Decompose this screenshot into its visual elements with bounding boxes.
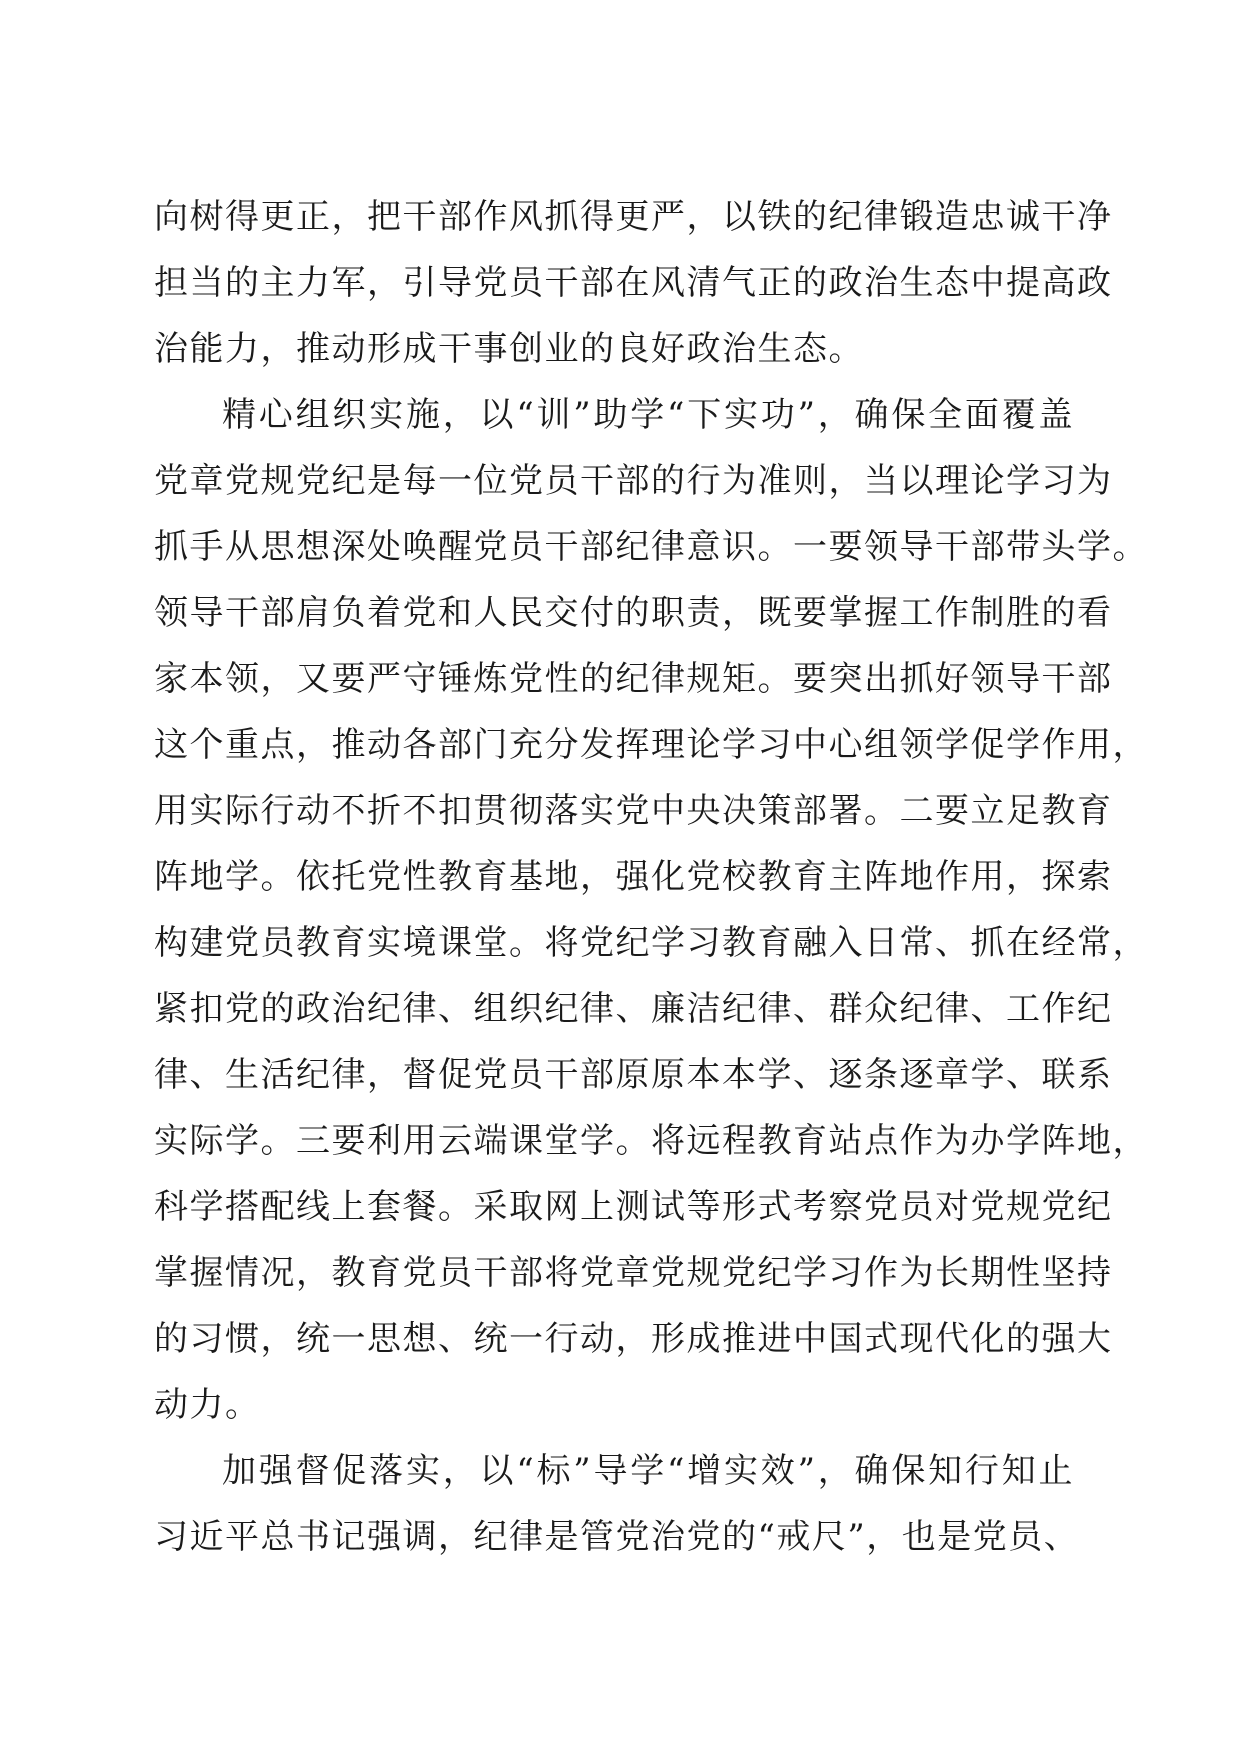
text-line: 实际学。三要利用云端课堂学。将远程教育站点作为办学阵地，: [154, 1121, 1148, 1161]
text-line: 科学搭配线上套餐。采取网上测试等形式考察党员对党规党纪: [154, 1187, 1113, 1227]
text-line: 紧扣党的政治纪律、组织纪律、廉洁纪律、群众纪律、工作纪: [154, 989, 1113, 1029]
text-line: 治能力，推动形成干事创业的良好政治生态。: [154, 329, 864, 369]
text-line: 律、生活纪律，督促党员干部原原本本学、逐条逐章学、联系: [154, 1055, 1113, 1095]
body-text: [154, 184, 1148, 1570]
text-line: 精心组织实施，以“训”助学“下实功”，确保全面覆盖: [222, 395, 1074, 435]
text-line: 担当的主力军，引导党员干部在风清气正的政治生态中提高政: [154, 263, 1113, 303]
text-line: 的习惯，统一思想、统一行动，形成推进中国式现代化的强大: [154, 1319, 1113, 1359]
text-line: 用实际行动不折不扣贯彻落实党中央决策部署。二要立足教育: [154, 791, 1113, 831]
text-line: 构建党员教育实境课堂。将党纪学习教育融入日常、抓在经常，: [154, 923, 1148, 963]
text-line: 掌握情况，教育党员干部将党章党规党纪学习作为长期性坚持: [154, 1253, 1113, 1293]
text-line: 加强督促落实，以“标”导学“增实效”，确保知行知止: [222, 1451, 1074, 1491]
text-line: 阵地学。依托党性教育基地，强化党校教育主阵地作用，探索: [154, 857, 1113, 897]
text-line: 抓手从思想深处唤醒党员干部纪律意识。一要领导干部带头学。: [154, 527, 1148, 567]
text-line: 家本领，又要严守锤炼党性的纪律规矩。要突出抓好领导干部: [154, 659, 1113, 699]
text-line: 向树得更正，把干部作风抓得更严，以铁的纪律锻造忠诚干净: [154, 197, 1113, 237]
text-line: 党章党规党纪是每一位党员干部的行为准则，当以理论学习为: [154, 461, 1113, 501]
text-line: 习近平总书记强调，纪律是管党治党的“戒尺”，也是党员、: [154, 1517, 1080, 1557]
text-line: 领导干部肩负着党和人民交付的职责，既要掌握工作制胜的看: [154, 593, 1113, 633]
text-line: 这个重点，推动各部门充分发挥理论学习中心组领学促学作用，: [154, 725, 1148, 765]
text-line: 动力。: [154, 1385, 261, 1425]
